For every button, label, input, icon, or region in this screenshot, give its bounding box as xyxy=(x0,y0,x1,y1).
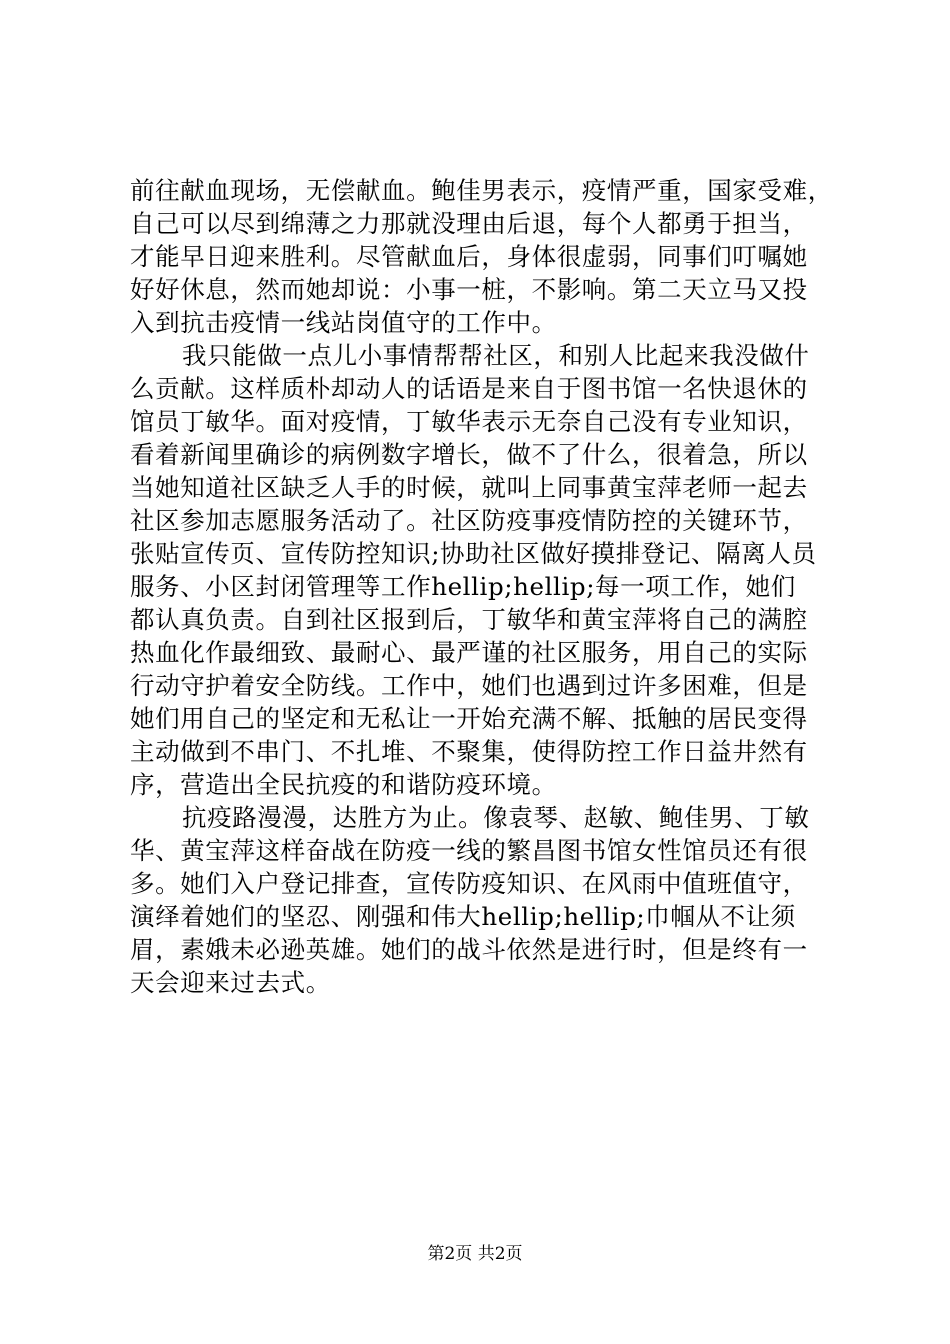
text-line: 入到抗击疫情一线站岗值守的工作中。 xyxy=(130,308,557,337)
text-line: 演绎着她们的坚忍、刚强和伟大hellip;hellip;巾帼从不让须 xyxy=(130,902,796,931)
text-line: 抗疫路漫漫，达胜方为止。像袁琴、赵敏、鲍佳男、丁敏 xyxy=(182,803,810,832)
text-line: 华、黄宝萍这样奋战在防疫一线的繁昌图书馆女性馆员还有很 xyxy=(130,836,808,865)
text-line: 张贴宣传页、宣传防控知识;协助社区做好摸排登记、隔离人员 xyxy=(130,539,817,568)
text-line: 才能早日迎来胜利。尽管献血后，身体很虚弱，同事们叮嘱她 xyxy=(130,242,808,271)
text-line: 序，营造出全民抗疫的和谐防疫环境。 xyxy=(130,770,557,799)
text-line: 热血化作最细致、最耐心、最严谨的社区服务，用自己的实际 xyxy=(130,638,808,667)
text-line: 社区参加志愿服务活动了。社区防疫事疫情防控的关键环节， xyxy=(130,506,808,535)
text-line: 当她知道社区缺乏人手的时候，就叫上同事黄宝萍老师一起去 xyxy=(130,473,808,502)
text-line: 服务、小区封闭管理等工作hellip;hellip;每一项工作，她们 xyxy=(130,572,796,601)
text-line: 前往献血现场，无偿献血。鲍佳男表示，疫情严重，国家受难， xyxy=(130,176,833,205)
text-line: 自己可以尽到绵薄之力那就没理由后退，每个人都勇于担当， xyxy=(130,209,808,238)
text-line: 馆员丁敏华。面对疫情，丁敏华表示无奈自己没有专业知识， xyxy=(130,407,808,436)
text-line: 都认真负责。自到社区报到后，丁敏华和黄宝萍将自己的满腔 xyxy=(130,605,808,634)
text-line: 行动守护着安全防线。工作中，她们也遇到过许多困难，但是 xyxy=(130,671,808,700)
text-line: 眉，素娥未必逊英雄。她们的战斗依然是进行时，但是终有一 xyxy=(130,935,808,964)
text-line: 么贡献。这样质朴却动人的话语是来自于图书馆一名快退休的 xyxy=(130,374,808,403)
document-body xyxy=(130,174,852,999)
text-line: 她们用自己的坚定和无私让一开始充满不解、抵触的居民变得 xyxy=(130,704,808,733)
text-line: 看着新闻里确诊的病例数字增长，做不了什么，很着急，所以 xyxy=(130,440,808,469)
page-footer xyxy=(0,1242,950,1266)
page-number-label: 第2页 共2页 xyxy=(427,1244,523,1264)
text-line: 好好休息，然而她却说：小事一桩，不影响。第二天立马又投 xyxy=(130,275,808,304)
text-line: 我只能做一点儿小事情帮帮社区，和别人比起来我没做什 xyxy=(182,341,810,370)
text-line: 天会迎来过去式。 xyxy=(130,968,331,997)
text-line: 多。她们入户登记排查，宣传防疫知识、在风雨中值班值守， xyxy=(130,869,808,898)
text-line: 主动做到不串门、不扎堆、不聚集，使得防控工作日益井然有 xyxy=(130,737,808,766)
